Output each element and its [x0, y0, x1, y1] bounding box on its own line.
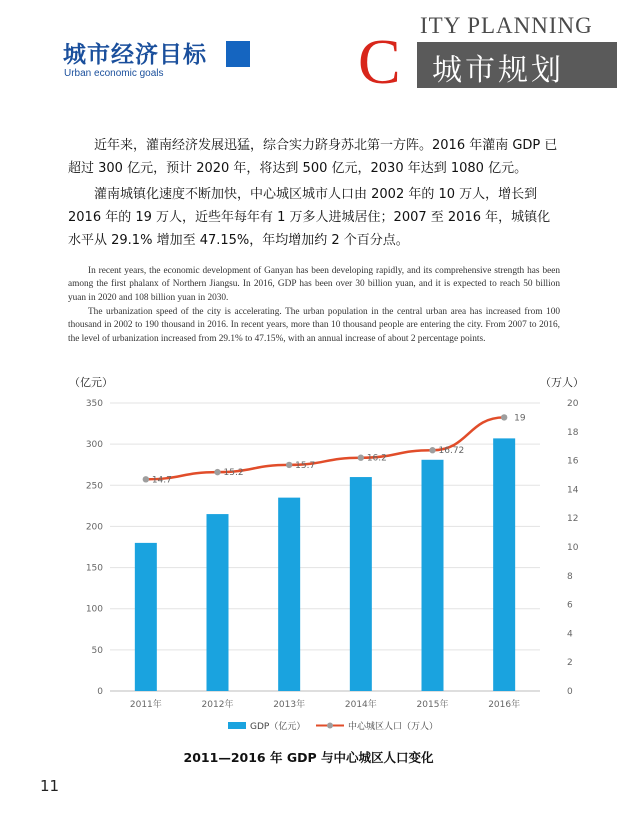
- gdp-bar: [422, 460, 444, 691]
- population-marker: [286, 462, 292, 468]
- right-tick-label: 12: [567, 514, 579, 525]
- x-tick-label: 2011年: [129, 700, 162, 710]
- left-axis: [86, 399, 103, 697]
- x-tick-label: 2015年: [416, 700, 449, 710]
- right-tick-label: 2: [567, 658, 573, 669]
- english-paragraph-economy: In recent years, the economic development of Ganyan has been developing rapidly, and its comprehensive strength has been among the first phalanx of Northern Jiangsu. In 2016, GDP has been over 30 billion yuan, and it is expected to reach 50 billion yuan in 2020 and 108 billion yuan in 2030.: [68, 266, 560, 303]
- english-paragraph-urbanization: The urbanization speed of the city is accelerating. The urban population in the central urban area has increased from 100 thousand in 2002 to 190 thousand in 2016. In recent years, more than 10 thousand people are entering the city. From 2007 to 2016, the level of urbanization increased from 29.1% to 47.15%, with an annual increase of about 2 percentage points.: [68, 307, 560, 344]
- chinese-paragraph-economy: 近年来，灌南经济发展迅猛，综合实力跻身苏北第一方阵。2016 年灌南 GDP 已超过 300 亿元，预计 2020 年，将达到 500 亿元，2030 年达到 1080 亿元。: [68, 138, 558, 176]
- legend-gdp-swatch: [228, 722, 246, 729]
- population-data-label: 19: [514, 413, 526, 424]
- legend-population-marker: [327, 723, 333, 729]
- population-marker: [358, 455, 364, 461]
- left-tick-label: 250: [85, 481, 103, 492]
- title-accent-square: [226, 41, 250, 67]
- right-tick-label: 4: [567, 629, 573, 640]
- right-tick-label: 0: [567, 687, 573, 697]
- left-tick-label: 300: [85, 440, 103, 451]
- right-tick-label: 14: [567, 485, 579, 496]
- population-data-label: 14.7: [151, 475, 172, 486]
- population-marker: [501, 414, 507, 420]
- chapter-title: 城市规划: [432, 53, 564, 88]
- population-data-label: 15.7: [295, 460, 316, 471]
- population-data-label: 15.2: [223, 468, 244, 479]
- city-planning-heading: ITY PLANNING: [420, 13, 593, 38]
- chart-grid: [110, 403, 540, 691]
- left-tick-label: 100: [85, 604, 103, 615]
- right-tick-label: 16: [567, 456, 579, 467]
- page-number: 11: [40, 777, 60, 795]
- right-axis: [567, 399, 579, 697]
- chart-caption: 2011—2016 年 GDP 与中心城区人口变化: [183, 750, 434, 765]
- gdp-bar: [207, 514, 229, 691]
- left-tick-label: 350: [85, 399, 103, 409]
- right-tick-label: 20: [567, 399, 579, 409]
- population-data-label: 16.72: [438, 446, 465, 457]
- chinese-paragraph-urbanization: 灌南城镇化速度不断加快，中心城区城市人口由 2002 年的 10 万人，增长到 2016 年的 19 万人，近些年每年有 1 万多人进城居住；2007 至 2016 年，城镇化水平从 29.1% 增加至 47.15%，年均增加约 2 个百分点。: [68, 187, 551, 248]
- gdp-bar: [350, 477, 372, 691]
- section-title: 城市经济目标: [63, 42, 207, 68]
- population-marker: [214, 469, 220, 475]
- city-planning-initial: C: [358, 26, 401, 97]
- right-tick-label: 10: [567, 543, 579, 553]
- legend-gdp-label: GDP（亿元）: [250, 722, 306, 732]
- x-tick-label: 2013年: [273, 700, 306, 710]
- x-axis-labels: [130, 698, 520, 710]
- chart-legend: [228, 720, 438, 732]
- population-data-label: 16.2: [366, 453, 387, 464]
- population-marker: [143, 476, 149, 482]
- gdp-population-chart: [0, 370, 617, 740]
- population-line: [143, 413, 526, 485]
- x-tick-label: 2014年: [344, 700, 377, 710]
- gdp-bar: [493, 438, 515, 691]
- gdp-bars: [135, 438, 515, 691]
- left-tick-label: 50: [91, 645, 103, 656]
- x-tick-label: 2012年: [201, 700, 234, 710]
- population-marker: [429, 447, 435, 453]
- right-tick-label: 8: [567, 571, 573, 582]
- left-tick-label: 150: [85, 563, 103, 574]
- x-tick-label: 2016年: [488, 700, 521, 710]
- right-tick-label: 6: [567, 600, 573, 611]
- left-tick-label: 200: [85, 522, 103, 533]
- gdp-bar: [135, 543, 157, 691]
- section-subtitle: Urban economic goals: [64, 68, 164, 79]
- right-tick-label: 18: [567, 427, 579, 438]
- right-axis-unit: （万人）: [540, 376, 584, 389]
- left-axis-unit: （亿元）: [69, 376, 113, 389]
- gdp-bar: [278, 498, 300, 691]
- left-tick-label: 0: [97, 687, 103, 697]
- legend-population-label: 中心城区人口（万人）: [348, 722, 439, 732]
